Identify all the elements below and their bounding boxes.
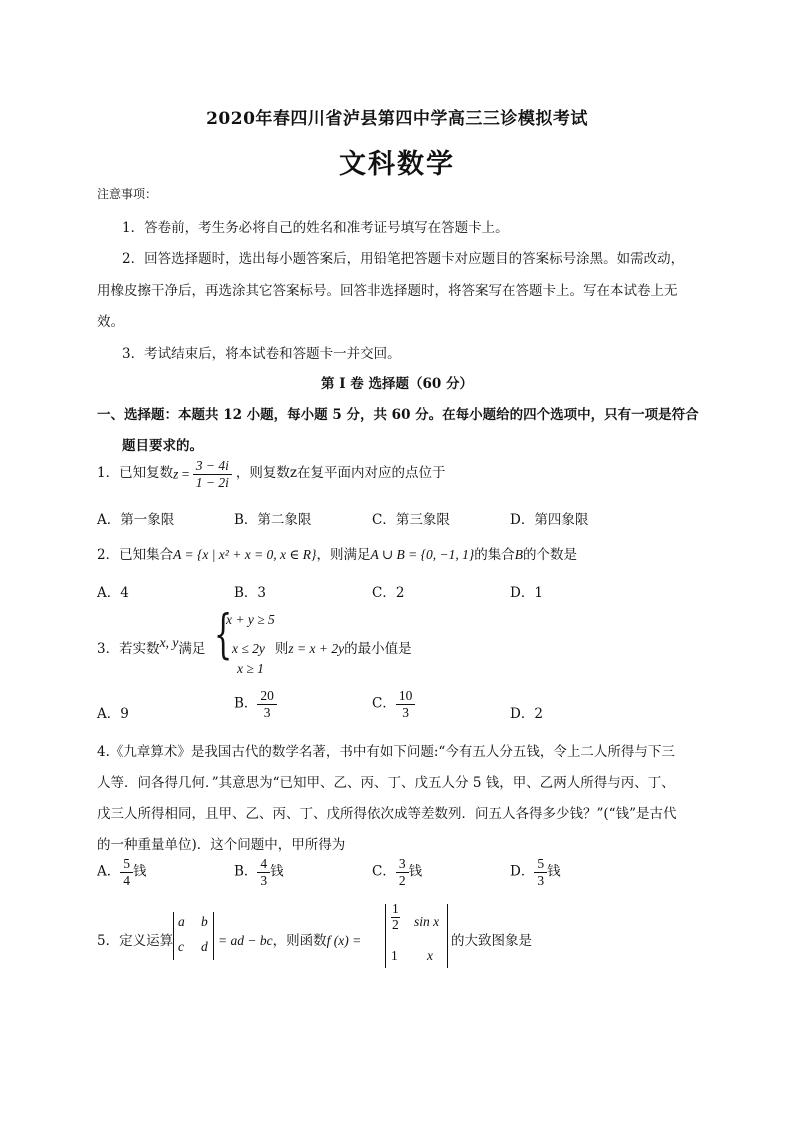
- q5-det2-left-bar: [385, 904, 386, 968]
- q2-suffix: 的集合: [474, 547, 515, 563]
- q2-set-a: A = {x | x² + x = 0, x ∈ R}: [173, 547, 317, 562]
- q2-option-d: D．1: [510, 585, 543, 601]
- q3-option-b: [234, 688, 277, 720]
- q4-option-d-den: 3: [537, 872, 545, 888]
- q5-det2-right-bar: [447, 904, 448, 968]
- q5-det2-m11: [391, 902, 400, 933]
- section-intro-line-2: 题目要求的。: [122, 438, 203, 454]
- q3-option-b-num: 20: [257, 688, 277, 705]
- q3-option-c: [372, 688, 415, 720]
- question-1: [97, 458, 445, 490]
- q5-det1-d: d: [201, 939, 208, 954]
- q3-option-a: A．9: [97, 706, 129, 722]
- q5-def-group: [218, 929, 361, 949]
- q5-det2-m22: x: [427, 948, 433, 963]
- q3-vars: x, y: [159, 635, 179, 650]
- q4-option-b: [234, 856, 284, 888]
- q1-z: z: [173, 466, 179, 482]
- q2-b: B: [514, 547, 524, 562]
- q4-option-b-label: B．: [234, 863, 258, 880]
- q1-option-c: C．第三象限: [372, 512, 450, 528]
- q5-det1-left-bar: [173, 912, 174, 960]
- q1-fraction: [193, 458, 232, 490]
- q5-fx: f (x) =: [326, 933, 362, 948]
- notice-item-2-line-3: 效。: [97, 314, 124, 330]
- q4-option-b-num: 4: [257, 856, 270, 873]
- q3-then: 则: [274, 641, 289, 657]
- q5-det2-m21: 1: [391, 948, 398, 963]
- section-intro-line-1: 本题共 12 小题，每小题 5 分，共 60 分。在每小题给的四个选项中，只有一项是符合: [178, 407, 699, 423]
- notice-heading: 注意事项：: [97, 187, 158, 201]
- q1-option-d: D．第四象限: [510, 512, 589, 528]
- q5-det1-b: b: [201, 914, 208, 929]
- q3-option-c-fraction: [396, 688, 416, 720]
- q4-line-4: 的一种重量单位)．这个问题中，甲所得为: [97, 837, 346, 853]
- section-title: 第 I 卷 选择题（60 分）: [321, 376, 473, 392]
- q5-suffix: 的大致图象是: [451, 933, 532, 949]
- notice-item-2-line-2: 用橡皮擦干净后，再选涂其它答案标号。回答非选择题时，将答案写在答题卡上。写在本试卷上无: [97, 283, 678, 299]
- q4-option-b-unit: 钱: [270, 863, 284, 880]
- q3-option-d: D．2: [510, 706, 543, 722]
- q2-option-a: A．4: [97, 585, 129, 601]
- q3-constraint-2: x ≤ 2y: [232, 641, 265, 656]
- q1-numerator: 3 − 4i: [193, 458, 232, 475]
- q3-prefix-group: [97, 637, 205, 657]
- q4-option-d-unit: 钱: [547, 863, 561, 880]
- q4-option-d-fraction: [534, 856, 547, 888]
- notice-item-2-line-1: 2．回答选择题时，选出每小题答案后，用铅笔把答题卡对应题目的答案标号涂黑。如需改动，: [122, 251, 685, 267]
- notice-item-1: 1．答卷前，考生务必将自己的姓名和准考证号填写在答题卡上。: [122, 220, 509, 236]
- q4-option-a-label: A．: [97, 863, 121, 880]
- q3-option-c-label: C．: [372, 695, 396, 712]
- q3-option-b-den: 3: [263, 704, 271, 720]
- q3-constraint-1: x + y ≥ 5: [226, 612, 275, 627]
- q2-prefix: 2．已知集合: [97, 547, 174, 563]
- q2-end: 的个数是: [523, 547, 578, 563]
- subject-title: 文科数学: [339, 149, 455, 180]
- q3-option-b-label: B．: [234, 695, 258, 712]
- q3-constraint-2-line: [232, 637, 412, 657]
- q5-det2-m11-num: 1: [392, 901, 399, 916]
- q4-option-c-unit: 钱: [408, 863, 423, 880]
- q4-line-2: 人等．问各得几何．”其意思为“已知甲、乙、丙、丁、戊五人分 5 钱，甲、乙两人所得与丙、丁、: [97, 775, 675, 791]
- q2-option-b: B．3: [234, 585, 267, 601]
- section-intro: [97, 403, 699, 423]
- q3-expr: z = x + 2y: [288, 641, 345, 656]
- q5-det1-a: a: [178, 914, 185, 929]
- section-intro-prefix: 一、选择题：: [97, 407, 178, 423]
- q1-suffix: ，则复数z在复平面内对应的点位于: [235, 465, 446, 482]
- q4-option-c-fraction: [396, 856, 409, 888]
- q4-line-3: 戊三人所得相同，且甲、乙、丙、丁、戊所得依次成等差数列．问五人各得多少钱？”(“钱”是古代: [97, 806, 677, 822]
- q3-prefix: 3．若实数: [97, 641, 160, 657]
- q4-option-a-unit: 钱: [133, 863, 147, 880]
- q1-prefix: 1．已知复数: [97, 465, 174, 482]
- q4-option-d-num: 5: [534, 856, 547, 873]
- q1-eq: =: [178, 466, 193, 482]
- q1-option-b: B．第二象限: [234, 512, 312, 528]
- q2-union: A ∪ B = {0, −1, 1}: [370, 547, 475, 562]
- q5-prefix: 5．定义运算: [97, 933, 174, 949]
- q3-option-c-num: 10: [396, 688, 416, 705]
- q3-suffix: 的最小值是: [344, 641, 412, 657]
- q4-option-d: [510, 856, 561, 888]
- q3-option-c-den: 3: [402, 704, 409, 720]
- q5-det2-m12: sin x: [414, 914, 440, 929]
- q5-det2-m11-den: 2: [392, 916, 399, 932]
- q3-brace: {: [214, 605, 233, 665]
- q3-option-b-fraction: [257, 688, 277, 720]
- q4-line-1: 4.《九章算术》是我国古代的数学名著，书中有如下问题:“今有五人分五钱，令上二人所得与下三: [97, 744, 675, 760]
- q4-option-a: [97, 856, 147, 888]
- q4-option-c-num: 3: [396, 856, 409, 873]
- q1-denominator: 1 − 2i: [195, 474, 229, 490]
- q4-option-c: [372, 856, 422, 888]
- q4-option-a-den: 4: [123, 872, 130, 888]
- q5-det1-c: c: [178, 939, 184, 954]
- q4-option-d-label: D．: [510, 863, 535, 880]
- notice-item-3: 3．考试结束后，将本试卷和答题卡一并交回。: [122, 346, 401, 362]
- q2-option-c: C．2: [372, 585, 405, 601]
- q4-option-b-den: 3: [260, 872, 268, 888]
- question-2: [97, 543, 577, 563]
- q3-constraint-3: x ≥ 1: [237, 661, 264, 676]
- q5-eq1: = ad − bc: [218, 933, 273, 948]
- exam-title: 2020年春四川省泸县第四中学高三三诊模拟考试: [206, 109, 588, 129]
- q4-option-c-den: 2: [398, 872, 406, 888]
- q5-middle: ，则函数: [272, 933, 327, 949]
- q2-middle: ，则满足: [316, 547, 371, 563]
- q4-option-a-num: 5: [120, 856, 133, 873]
- q4-option-b-fraction: [257, 856, 270, 888]
- q3-mid: 满足: [178, 641, 206, 657]
- q1-option-a: A．第一象限: [97, 512, 175, 528]
- q4-option-a-fraction: [120, 856, 133, 888]
- q4-option-c-label: C．: [372, 863, 396, 880]
- q5-det1-right-bar: [213, 912, 214, 960]
